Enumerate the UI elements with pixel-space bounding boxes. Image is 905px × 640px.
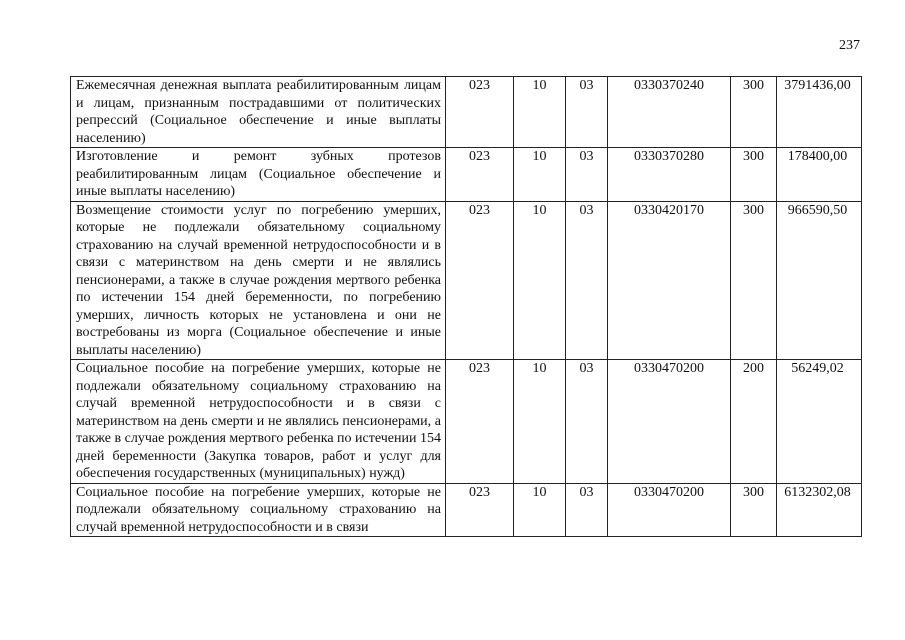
row-amount: 966590,50 — [777, 201, 862, 360]
row-section-code: 10 — [514, 77, 566, 148]
row-expense-type: 200 — [731, 360, 777, 484]
row-target-article: 0330420170 — [608, 201, 731, 360]
row-expense-type: 300 — [731, 77, 777, 148]
row-subsection-code: 03 — [566, 201, 608, 360]
row-subsection-code: 03 — [566, 148, 608, 202]
row-target-article: 0330470200 — [608, 360, 731, 484]
table-row — [71, 77, 862, 148]
table-row — [71, 148, 862, 202]
row-target-article: 0330470200 — [608, 483, 731, 537]
row-description: Социальное пособие на погребение умерших, которые не подлежали обязательному социальному страхованию на случай временной нетрудоспособности и в связи с материнством на день смерти и не являлись пенсионерами, а также в случае рождения мертвого ребенка по истечении 154 дней беременности (Закупка товаров, работ и услуг для обеспечения государственных (муниципальных) нужд) — [71, 360, 446, 484]
row-subsection-code: 03 — [566, 77, 608, 148]
row-amount: 178400,00 — [777, 148, 862, 202]
row-amount: 3791436,00 — [777, 77, 862, 148]
table-row — [71, 360, 862, 484]
row-description: Возмещение стоимости услуг по погребению умерших, которые не подлежали обязательному социальному страхованию на случай временной нетрудоспособности и в связи с материнством на день смерти и не являлись пенсионерами, а также в случае рождения мертвого ребенка по истечении 154 дней беременности, по погребению умерших, личность которых не установлена и они не востребованы из морга (Социальное обеспечение и иные выплаты населению) — [71, 201, 446, 360]
row-description: Ежемесячная денежная выплата реабилитированным лицам и лицам, признанным пострадавшими от политических репрессий (Социальное обеспечение и иные выплаты населению) — [71, 77, 446, 148]
row-section-code: 10 — [514, 360, 566, 484]
row-admin-code: 023 — [446, 148, 514, 202]
row-section-code: 10 — [514, 201, 566, 360]
row-amount: 6132302,08 — [777, 483, 862, 537]
row-expense-type: 300 — [731, 201, 777, 360]
budget-table — [70, 76, 862, 537]
row-target-article: 0330370280 — [608, 148, 731, 202]
row-subsection-code: 03 — [566, 483, 608, 537]
table-row — [71, 201, 862, 360]
table-row — [71, 483, 862, 537]
row-expense-type: 300 — [731, 148, 777, 202]
row-target-article: 0330370240 — [608, 77, 731, 148]
row-admin-code: 023 — [446, 360, 514, 484]
row-section-code: 10 — [514, 483, 566, 537]
row-admin-code: 023 — [446, 77, 514, 148]
row-admin-code: 023 — [446, 483, 514, 537]
row-amount: 56249,02 — [777, 360, 862, 484]
row-description: Изготовление и ремонт зубных протезов реабилитированным лицам (Социальное обеспечение и иные выплаты населению) — [71, 148, 446, 202]
row-subsection-code: 03 — [566, 360, 608, 484]
page-number: 237 — [839, 38, 860, 53]
row-expense-type: 300 — [731, 483, 777, 537]
row-admin-code: 023 — [446, 201, 514, 360]
row-section-code: 10 — [514, 148, 566, 202]
row-description: Социальное пособие на погребение умерших, которые не подлежали обязательному социальному страхованию на случай временной нетрудоспособности и в связи — [71, 483, 446, 537]
